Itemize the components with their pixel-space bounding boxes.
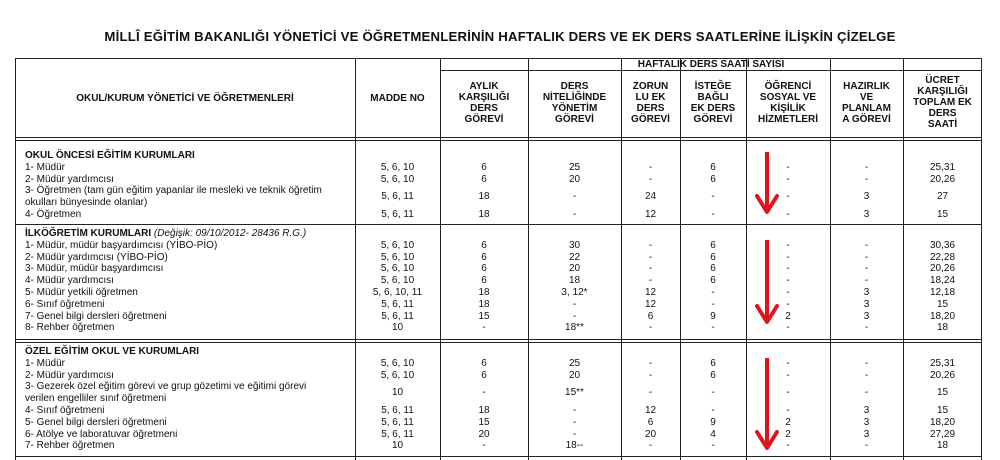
header-cell: VE (859, 92, 874, 103)
header-cell: DERS (470, 103, 498, 114)
red-arrow-down-icon (752, 358, 782, 454)
value-cell: 3, 12* (561, 287, 588, 298)
value-cell: 30,36 (929, 239, 956, 251)
value-cell: 3 (863, 428, 870, 440)
section-divider (15, 456, 982, 457)
value-cell: 9 (710, 416, 716, 428)
madde-cell: 5, 6, 10 (380, 275, 415, 287)
header-cell: YÖNETİM (551, 103, 598, 114)
value-cell: 18,24 (929, 275, 956, 287)
header-cell: GÖREVİ (693, 114, 733, 125)
madde-cell: 5, 6, 10 (380, 263, 415, 275)
value-cell: 30 (568, 239, 581, 251)
header-cell: GÖREVİ (631, 114, 670, 125)
header-cell: HAZIRLIK (843, 81, 890, 92)
value-cell: 20 (568, 263, 581, 275)
header-cell: DERS (560, 81, 589, 92)
value-cell: - (864, 161, 869, 173)
value-cell: 6 (647, 310, 654, 322)
value-cell: - (648, 275, 653, 287)
madde-cell: 5, 6, 10 (380, 173, 415, 185)
value-cell: - (864, 357, 869, 369)
value-cell: - (572, 298, 577, 310)
value-cell: 4 (710, 428, 716, 440)
value-cell: 20 (568, 369, 581, 381)
value-cell: - (864, 275, 869, 287)
header-name-column: OKUL/KURUM YÖNETİCİ VE ÖĞRETMENLERİ (76, 93, 294, 104)
value-cell: - (572, 310, 577, 322)
value-cell: - (786, 191, 790, 203)
section-divider (15, 224, 982, 225)
value-cell: 15 (936, 405, 949, 416)
value-cell: 15 (478, 310, 490, 322)
value-cell: 6 (710, 263, 716, 275)
value-cell: - (786, 357, 790, 369)
header-cell: KARŞILIĞI (458, 92, 510, 103)
row-label: 1- Müdür, müdür başyardımcısı (YİBO-PİO) (25, 239, 218, 251)
value-cell: 6 (710, 161, 716, 173)
value-cell: 12 (644, 209, 657, 220)
value-cell: 6 (481, 263, 487, 275)
value-cell: - (864, 440, 869, 452)
header-cell: SAATİ (927, 119, 958, 130)
value-cell: 18 (478, 287, 490, 298)
value-cell: 6 (481, 161, 487, 173)
value-cell: 9 (710, 310, 716, 322)
madde-cell: 5, 6, 10 (380, 251, 415, 263)
value-cell: - (648, 369, 653, 381)
value-cell: - (864, 263, 869, 275)
madde-cell: 5, 6, 11 (381, 405, 414, 416)
madde-cell: 5, 6, 10, 11 (372, 287, 423, 298)
value-cell: 25 (568, 357, 581, 369)
madde-cell: 5, 6, 10 (380, 161, 415, 173)
value-cell: 20,26 (929, 369, 956, 381)
value-cell: - (786, 440, 790, 452)
value-cell: - (786, 251, 790, 263)
value-cell: 20 (644, 428, 657, 440)
madde-cell: 5, 6, 10 (380, 357, 415, 369)
value-cell: - (864, 251, 869, 263)
madde-cell: 5, 6, 10 (380, 239, 415, 251)
header-cell: ZORUN (632, 81, 669, 92)
value-cell: 27,29 (929, 428, 956, 440)
header-cell: A GÖREVİ (842, 114, 891, 125)
value-cell: 20 (478, 428, 490, 440)
value-cell: 3 (863, 191, 870, 203)
page-title: MİLLÎ EĞİTİM BAKANLIĞI YÖNETİCİ VE ÖĞRETMENLERİNİN HAFTALIK DERS VE EK DERS SAATLERİNE İLİŞKİN ÇİZELGE (104, 29, 896, 44)
value-cell: 2 (785, 310, 791, 322)
value-cell: - (648, 239, 653, 251)
value-cell: 12 (644, 298, 657, 310)
value-cell: 22 (568, 251, 581, 263)
value-cell: - (711, 387, 715, 399)
header-cell: DERS (928, 108, 957, 119)
value-cell: 25 (568, 161, 581, 173)
value-cell: - (648, 387, 653, 399)
header-cell: DERS (636, 103, 665, 114)
madde-cell: 10 (391, 440, 404, 452)
row-label: 8- Rehber öğretmen (25, 322, 115, 334)
value-cell: - (864, 369, 869, 381)
value-cell: - (786, 322, 790, 334)
header-double-line (15, 140, 982, 141)
section-title: İLKÖĞRETİM KURUMLARI (Değişik: 09/10/2012- 28436 R.G.) (25, 228, 307, 239)
row-label: 1- Müdür (25, 161, 66, 173)
value-cell: - (786, 298, 790, 310)
value-cell: - (711, 322, 715, 334)
value-cell: - (786, 239, 790, 251)
row-label: 7- Rehber öğretmen (25, 440, 115, 452)
row-label: 2- Müdür yardımcısı (YİBO-PİO) (25, 251, 168, 263)
value-cell: 15 (936, 298, 949, 310)
row-label: 5- Müdür yetkili öğretmen (25, 287, 138, 298)
row-label: 4- Müdür yardımcısı (25, 275, 114, 287)
row-label: 2- Müdür yardımcısı (25, 369, 114, 381)
value-cell: 6 (710, 275, 716, 287)
row-label: 3- Gezerek özel eğitim görevi ve grup gözetimi ve eğitimi görevi (25, 381, 307, 393)
value-cell: 20 (568, 173, 581, 185)
red-arrow-down-icon (752, 240, 782, 328)
header-cell: TOPLAM EK (913, 97, 972, 108)
header-cell: ÖĞRENCİ (764, 81, 812, 92)
value-cell: 18 (478, 405, 490, 416)
section-title: ÖZEL EĞİTİM OKUL VE KURUMLARI (25, 346, 200, 357)
value-cell: 24 (644, 191, 657, 203)
section-divider (15, 339, 982, 340)
row-label: 5- Genel bilgi dersleri öğretmeni (25, 416, 167, 428)
value-cell: - (786, 387, 790, 399)
value-cell: 6 (481, 357, 487, 369)
header-cell: SOSYAL VE (759, 92, 817, 103)
value-cell: 6 (481, 275, 487, 287)
value-cell: 15 (936, 387, 949, 399)
value-cell: 12,18 (929, 287, 956, 298)
value-cell: - (711, 298, 715, 310)
value-cell: - (648, 251, 653, 263)
header-cell: BAĞLI (697, 92, 729, 103)
row-label: 3- Müdür, müdür başyardımcısı (25, 263, 164, 275)
header-cell: KARŞILIĞI (917, 86, 968, 97)
value-cell: - (482, 322, 486, 334)
madde-cell: 5, 6, 11 (381, 298, 414, 310)
value-cell: - (572, 209, 577, 220)
value-cell: 25,31 (929, 161, 956, 173)
value-cell: 6 (647, 416, 654, 428)
value-cell: - (711, 287, 715, 298)
header-cell: HİZMETLERİ (758, 114, 818, 125)
value-cell: - (648, 263, 653, 275)
value-cell: 6 (710, 251, 716, 263)
madde-cell: 5, 6, 11 (381, 209, 414, 220)
value-cell: 3 (863, 405, 870, 416)
header-cell: LU EK (635, 92, 666, 103)
row-label: 2- Müdür yardımcısı (25, 173, 114, 185)
value-cell: - (786, 161, 790, 173)
value-cell: - (786, 263, 790, 275)
header-madde-column: MADDE NO (370, 93, 425, 104)
header-cell: AYLIK (469, 81, 499, 92)
value-cell: - (711, 209, 715, 220)
value-cell: 6 (710, 173, 716, 185)
header-cell: GÖREVİ (555, 114, 594, 125)
value-cell: 6 (481, 173, 487, 185)
value-cell: - (482, 440, 486, 452)
value-cell: 18-- (565, 440, 584, 452)
value-cell: - (711, 191, 715, 203)
header-cell: GÖREVİ (464, 114, 504, 125)
value-cell: 22,28 (929, 251, 956, 263)
row-label: 1- Müdür (25, 357, 66, 369)
value-cell: 27 (936, 191, 949, 203)
value-cell: 18 (478, 191, 490, 203)
value-cell: - (786, 369, 790, 381)
row-label: 6- Sınıf öğretmeni (25, 298, 105, 310)
header-cell: ÜCRET (925, 75, 960, 86)
value-cell: 3 (863, 298, 870, 310)
madde-cell: 5, 6, 11 (381, 191, 414, 203)
row-label: verilen engelliler sınıf öğretmeni (25, 393, 167, 405)
header-cell: İSTEĞE (694, 81, 732, 92)
value-cell: - (572, 428, 577, 440)
value-cell: - (864, 173, 869, 185)
value-cell: 12 (644, 287, 657, 298)
value-cell: 6 (481, 251, 487, 263)
value-cell: - (648, 440, 653, 452)
red-arrow-down-icon (752, 152, 782, 218)
value-cell: 18 (478, 298, 490, 310)
row-label: 6- Atölye ve laboratuvar öğretmeni (25, 428, 178, 440)
value-cell: - (711, 440, 715, 452)
value-cell: - (648, 357, 653, 369)
header-cell: PLANLAM (842, 103, 891, 114)
header-cell: EK DERS (690, 103, 736, 114)
value-cell: 25,31 (929, 357, 956, 369)
value-cell: 6 (710, 357, 716, 369)
value-cell: 20,26 (929, 263, 956, 275)
value-cell: 18,20 (929, 310, 956, 322)
value-cell: - (786, 405, 790, 416)
section-note: (Değişik: 09/10/2012- 28436 R.G.) (151, 228, 307, 239)
row-label: 3- Öğretmen (tam gün eğitim yapanlar ile mesleki ve teknik öğretim (25, 185, 322, 197)
value-cell: 15** (565, 387, 584, 399)
value-cell: - (572, 416, 577, 428)
value-cell: - (648, 161, 653, 173)
value-cell: - (482, 387, 486, 399)
value-cell: 3 (863, 416, 870, 428)
value-cell: 18 (478, 209, 490, 220)
value-cell: 18 (936, 322, 949, 334)
madde-cell: 10 (391, 387, 404, 399)
value-cell: - (648, 322, 653, 334)
value-cell: - (572, 405, 577, 416)
value-cell: 6 (710, 239, 716, 251)
value-cell: 3 (863, 310, 870, 322)
value-cell: 2 (785, 416, 791, 428)
value-cell: - (864, 387, 869, 399)
section-title: OKUL ÖNCESİ EĞİTİM KURUMLARI (25, 150, 195, 161)
value-cell: 6 (481, 239, 487, 251)
value-cell: - (711, 405, 715, 416)
madde-cell: 5, 6, 11 (381, 428, 414, 440)
madde-cell: 5, 6, 11 (381, 310, 414, 322)
value-cell: 18,20 (929, 416, 956, 428)
row-label: 7- Genel bilgi dersleri öğretmeni (25, 310, 167, 322)
row-label: 4- Sınıf öğretmeni (25, 405, 105, 416)
row-label: okulları bünyesinde olanlar) (25, 197, 148, 209)
row-label: 4- Öğretmen (25, 209, 82, 220)
value-cell: 18 (568, 275, 581, 287)
value-cell: - (648, 173, 653, 185)
value-cell: 3 (863, 287, 870, 298)
value-cell: 3 (863, 209, 870, 220)
value-cell: - (786, 287, 790, 298)
value-cell: 15 (478, 416, 490, 428)
value-cell: - (786, 275, 790, 287)
value-cell: - (864, 239, 869, 251)
value-cell: 6 (710, 369, 716, 381)
header-group: HAFTALIK DERS SAATİ SAYISI (637, 59, 785, 70)
value-cell: 2 (785, 428, 791, 440)
group-header-line (440, 70, 982, 71)
value-cell: 20,26 (929, 173, 956, 185)
value-cell: - (864, 322, 869, 334)
value-cell: - (786, 209, 790, 220)
value-cell: 15 (936, 209, 949, 220)
madde-cell: 5, 6, 10 (380, 369, 415, 381)
value-cell: - (786, 173, 790, 185)
madde-cell: 5, 6, 11 (381, 416, 414, 428)
madde-cell: 10 (391, 322, 404, 334)
value-cell: 6 (481, 369, 487, 381)
section-divider (15, 342, 982, 343)
value-cell: 18 (936, 440, 949, 452)
header-cell: NİTELİĞİNDE (542, 92, 607, 103)
header-cell: KİŞİLİK (770, 103, 806, 114)
value-cell: 18** (565, 322, 584, 334)
value-cell: - (572, 191, 577, 203)
header-bottom-line (15, 137, 982, 138)
value-cell: 12 (644, 405, 657, 416)
